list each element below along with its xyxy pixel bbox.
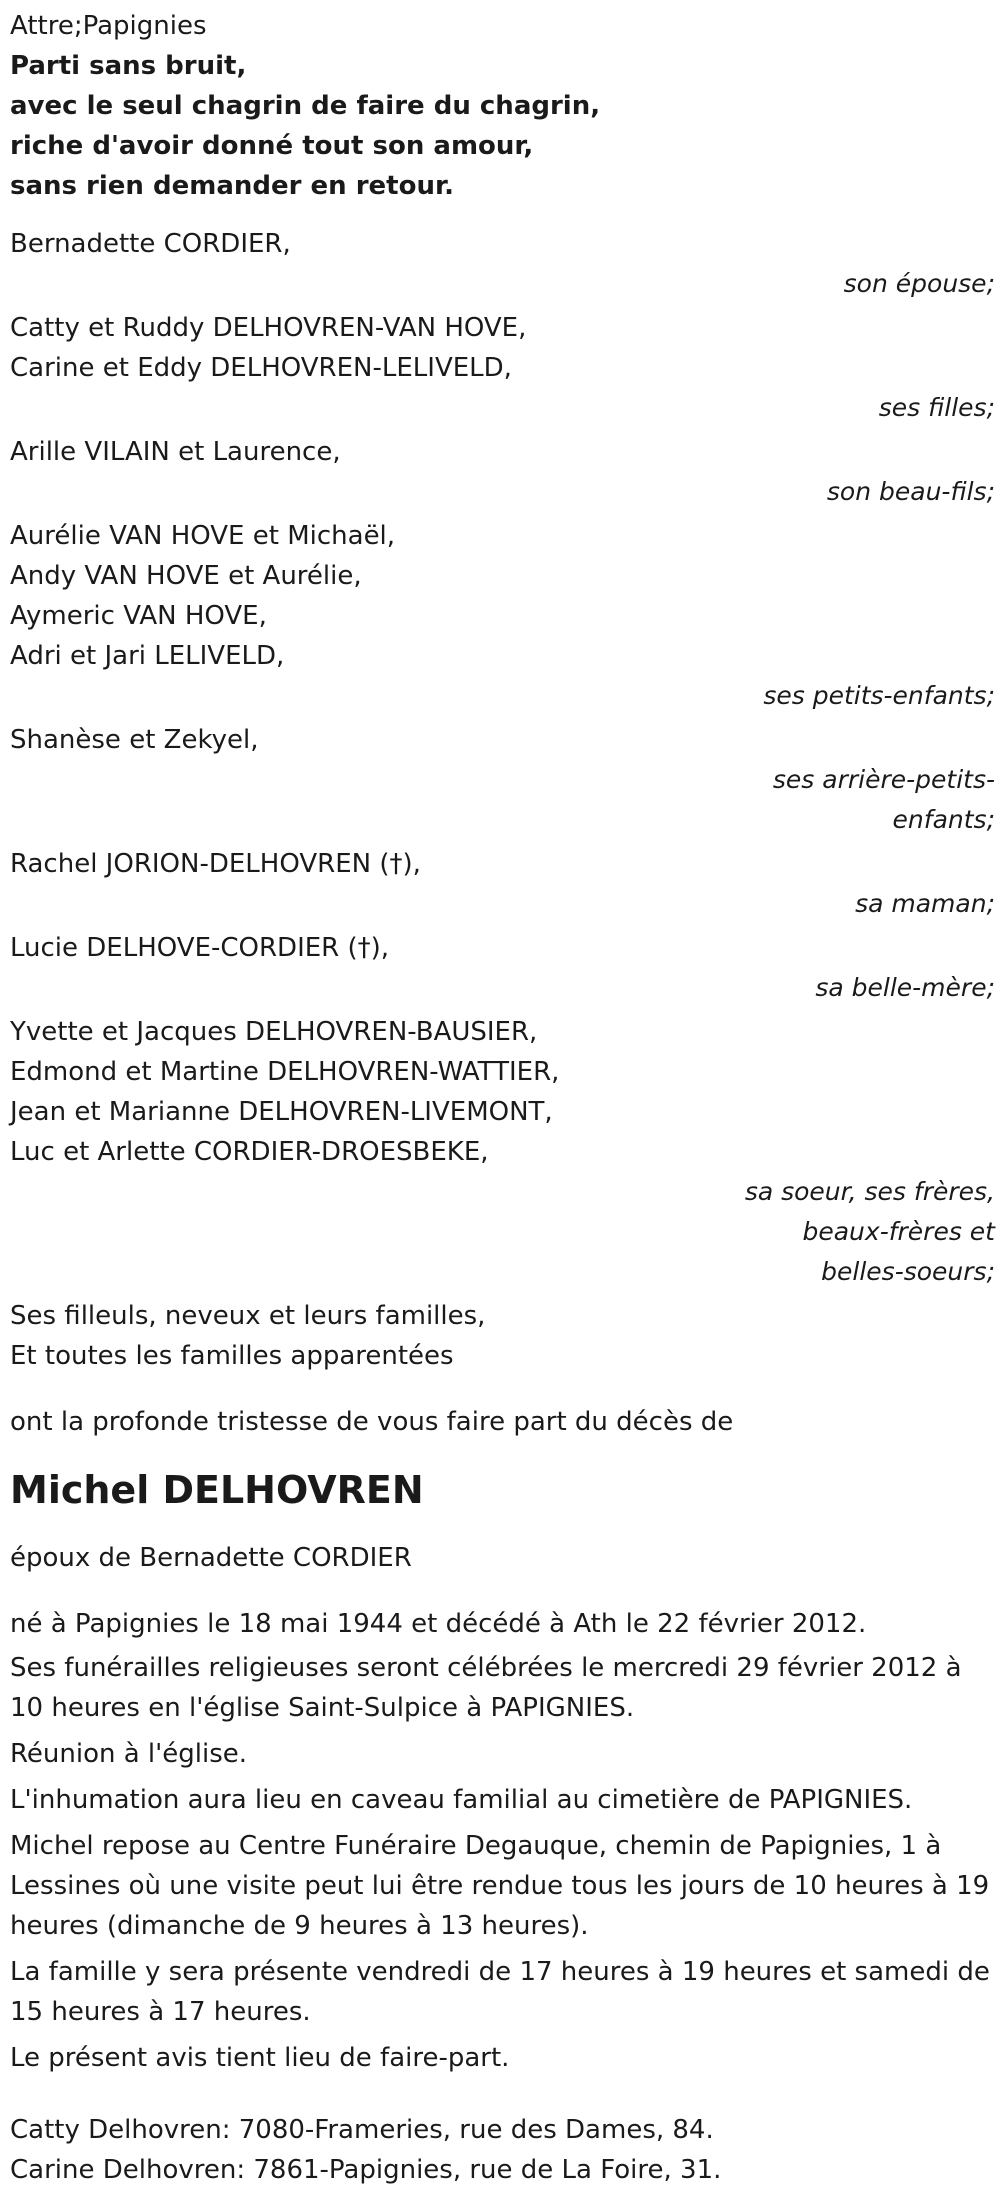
family-role: ses petits-enfants; [763,681,995,710]
family-group-grandchildren [10,516,995,716]
poem-line: avec le seul chagrin de faire du chagrin, [10,91,601,121]
family-role: sa soeur, ses frères, [744,1177,995,1206]
family-name: Edmond et Martine DELHOVREN-WATTIER, [10,1057,560,1087]
funeral-detail: Le présent avis tient lieu de faire-part. [10,2043,510,2073]
family-name: Arille VILAIN et Laurence, [10,437,341,467]
family-role: enfants; [892,805,995,834]
family-name: Andy VAN HOVE et Aurélie, [10,561,362,591]
deceased-name: Michel DELHOVREN [10,1468,424,1512]
family-role: ses filles; [878,393,995,422]
family-group-mother-in-law [10,928,995,1008]
family-role: son beau-fils; [826,477,995,506]
deceased-dates: né à Papignies le 18 mai 1944 et décédé à Ath le 22 février 2012. [10,1609,867,1639]
family-role: sa maman; [855,889,995,918]
extended-line: Ses filleuls, neveux et leurs familles, [10,1301,486,1331]
family-name: Bernadette CORDIER, [10,229,291,259]
family-group-great-grandchildren [10,720,995,840]
family-name: Aurélie VAN HOVE et Michaël, [10,521,396,551]
extended-family [10,1296,995,1376]
family-role: sa belle-mère; [815,973,995,1002]
family-role: son épouse; [843,269,995,298]
family-group-son-in-law [10,432,995,512]
funeral-detail: La famille y sera présente vendredi de 17 heures à 19 heures et samedi de 15 heures à 17 heures. [10,1957,990,2027]
funeral-detail: Réunion à l'église. [10,1739,248,1769]
family-name: Catty et Ruddy DELHOVREN-VAN HOVE, [10,313,527,343]
family-name: Carine et Eddy DELHOVREN-LELIVELD, [10,353,512,383]
family-name: Shanèse et Zekyel, [10,725,259,755]
poem-line: sans rien demander en retour. [10,171,454,201]
funeral-detail: Ses funérailles religieuses seront célébrées le mercredi 29 février 2012 à 10 heures en l'église Saint-Sulpice à PAPIGNIES. [10,1653,962,1723]
family-group-mother [10,844,995,924]
family-name: Yvette et Jacques DELHOVREN-BAUSIER, [10,1017,538,1047]
family-role: beaux-frères et [802,1217,995,1246]
family-name: Rachel JORION-DELHOVREN (†), [10,849,421,879]
family-group-daughters [10,308,995,428]
family-group-siblings [10,1012,995,1292]
funeral-detail: Michel repose au Centre Funéraire Degauque, chemin de Papignies, 1 à Lessines où une visite peut lui être rendue tous les jours de 10 heures à 19 heures (dimanche de 9 heures à 13 heures). [10,1831,990,1941]
family-group-spouse [10,224,995,304]
family-name: Adri et Jari LELIVELD, [10,641,285,671]
announcement: ont la profonde tristesse de vous faire part du décès de [10,1407,734,1437]
family-name: Aymeric VAN HOVE, [10,601,267,631]
address-line: Catty Delhovren: 7080-Frameries, rue des Dames, 84. [10,2115,714,2145]
obituary-page [0,6,1000,2194]
family-role: ses arrière-petits- [772,765,995,794]
extended-line: Et toutes les familles apparentées [10,1341,454,1371]
family-name: Jean et Marianne DELHOVREN-LIVEMONT, [10,1097,553,1127]
poem-line: Parti sans bruit, [10,51,247,81]
poem-line: riche d'avoir donné tout son amour, [10,131,534,161]
header-place: Attre;Papignies [10,11,207,41]
poem [10,46,995,206]
family-name: Luc et Arlette CORDIER-DROESBEKE, [10,1137,489,1167]
funeral-detail: L'inhumation aura lieu en caveau familial au cimetière de PAPIGNIES. [10,1785,913,1815]
family-role: belles-soeurs; [821,1257,995,1286]
obituary-content [10,6,995,2190]
address-line: Carine Delhovren: 7861-Papignies, rue de La Foire, 31. [10,2155,722,2185]
family-name: Lucie DELHOVE-CORDIER (†), [10,933,390,963]
deceased-spouse: époux de Bernadette CORDIER [10,1543,412,1573]
